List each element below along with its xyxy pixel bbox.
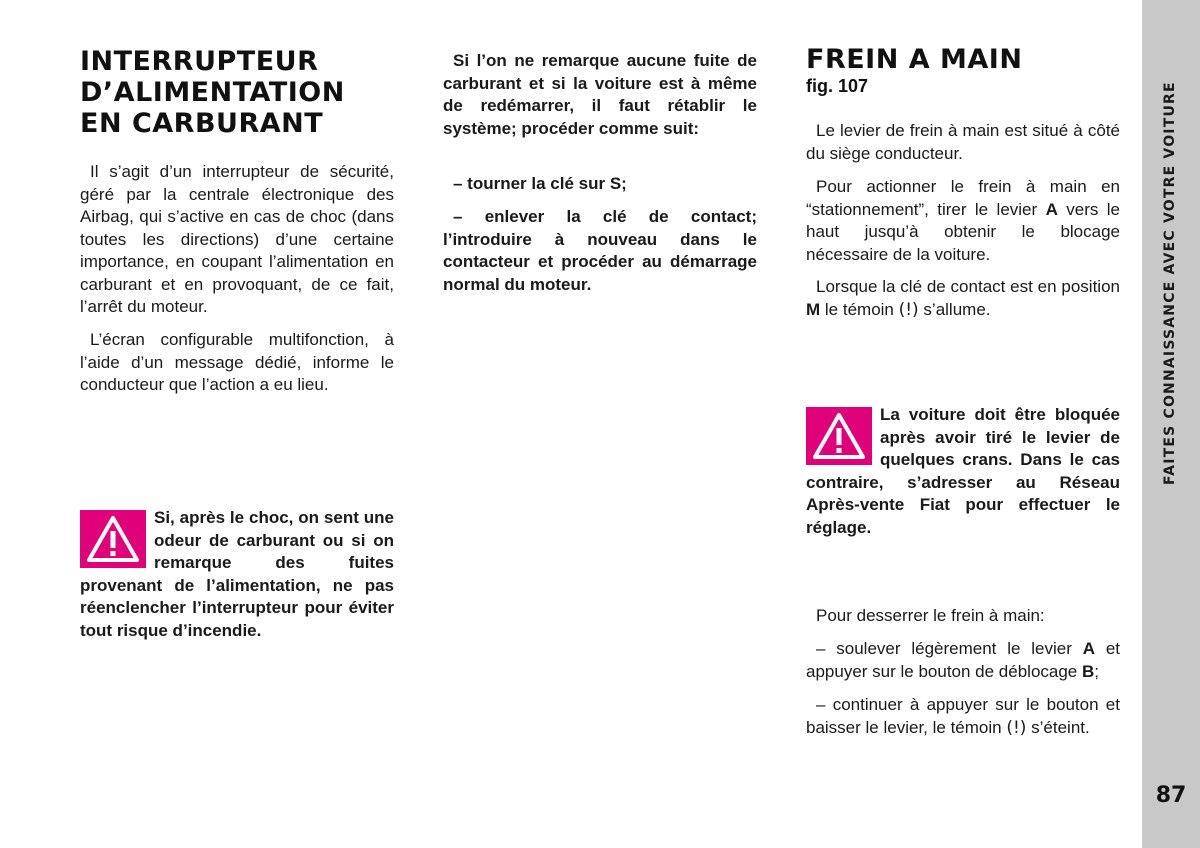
- brake-warning-lamp-icon: (!): [898, 299, 919, 320]
- paragraph: L’écran configurable multifonction, à l’aide d’un message dédié, informe le conducteur que l’action a eu lieu.: [80, 330, 394, 394]
- paragraph: Le levier de frein à main est situé à côté du siège conducteur.: [806, 121, 1120, 163]
- text-run: et appuyer sur le bouton de déblocage: [806, 639, 1120, 681]
- lever-label: A: [1045, 199, 1058, 219]
- text-run: ;: [1094, 661, 1099, 681]
- text-run: le témoin: [820, 299, 899, 319]
- title-line: D’ALIMENTATION: [80, 77, 345, 108]
- warning-triangle-icon: [806, 407, 872, 465]
- paragraph: Pour desserrer le frein à main:: [816, 606, 1045, 625]
- figure-reference: fig. 107: [806, 76, 869, 96]
- button-label: B: [1081, 661, 1095, 681]
- text-run: vers le haut jusqu’à obtenir le blocage nécessaire de la voiture.: [806, 199, 1120, 264]
- paragraph: [806, 176, 1120, 266]
- title-line: INTERRUPTEUR: [80, 46, 319, 77]
- brake-warning-lamp-icon: (!): [1006, 717, 1027, 738]
- step-item: – tourner la clé sur S;: [453, 174, 627, 193]
- text-run: Lorsque la clé de contact est en position: [816, 277, 1120, 296]
- page-number: 87: [1155, 783, 1187, 808]
- lever-label: A: [1082, 639, 1095, 658]
- chapter-title: FAITES CONNAISSANCE AVEC VOTRE VOITURE: [1162, 81, 1178, 485]
- section-title-handbrake: FREIN A MAIN: [806, 44, 1023, 75]
- warning-triangle-icon: [80, 510, 146, 568]
- step-item: [806, 638, 1120, 683]
- key-position-label: M: [806, 299, 821, 319]
- warning-box: [806, 404, 1120, 539]
- chapter-sidebar: [1142, 0, 1200, 848]
- paragraph: [806, 276, 1120, 321]
- paragraph: Il s’agit d’un interrupteur de sécurité, géré par la centrale électronique des Airbag, qui s’active en cas de choc (dans toutes les directions) d’une certaine importance, en coupant l’alimentation en carburant et en provoquant, de ce fait, l’arrêt du moteur.: [80, 162, 394, 316]
- warning-box: [80, 507, 394, 642]
- text-run: – soulever légèrement le levier: [816, 639, 1083, 658]
- step-item: [806, 694, 1120, 739]
- step-item: – enlever la clé de contact; l’introduire à nouveau dans le contacteur et procéder au démarrage normal du moteur.: [443, 207, 757, 294]
- text-run: s’allume.: [918, 299, 991, 319]
- warning-text: La voiture doit être bloquée après avoir tiré le levier de quelques crans. Dans le cas contraire, s’adresser au Réseau Après-vente Fiat pour effectuer le réglage.: [806, 405, 1120, 537]
- text-run: s’éteint.: [1026, 717, 1090, 737]
- section-title-fuel-cutoff: [80, 46, 345, 139]
- title-line: EN CARBURANT: [80, 108, 324, 139]
- paragraph: Si l’on ne remarque aucune fuite de carburant et si la voiture est à même de redémarrer, il faut rétablir le système; procéder comme suit:: [443, 51, 757, 138]
- warning-text: Si, après le choc, on sent une odeur de carburant ou si on remarque des fuites provenant de l’alimentation, ne pas réenclencher l’interrupteur pour éviter tout risque d’incendie.: [80, 508, 394, 640]
- text-run: Pour actionner le frein à main en “stationnement”, tirer le levier: [806, 177, 1120, 219]
- text-run: – continuer à appuyer sur le bouton et baisser le levier, le témoin: [806, 695, 1120, 737]
